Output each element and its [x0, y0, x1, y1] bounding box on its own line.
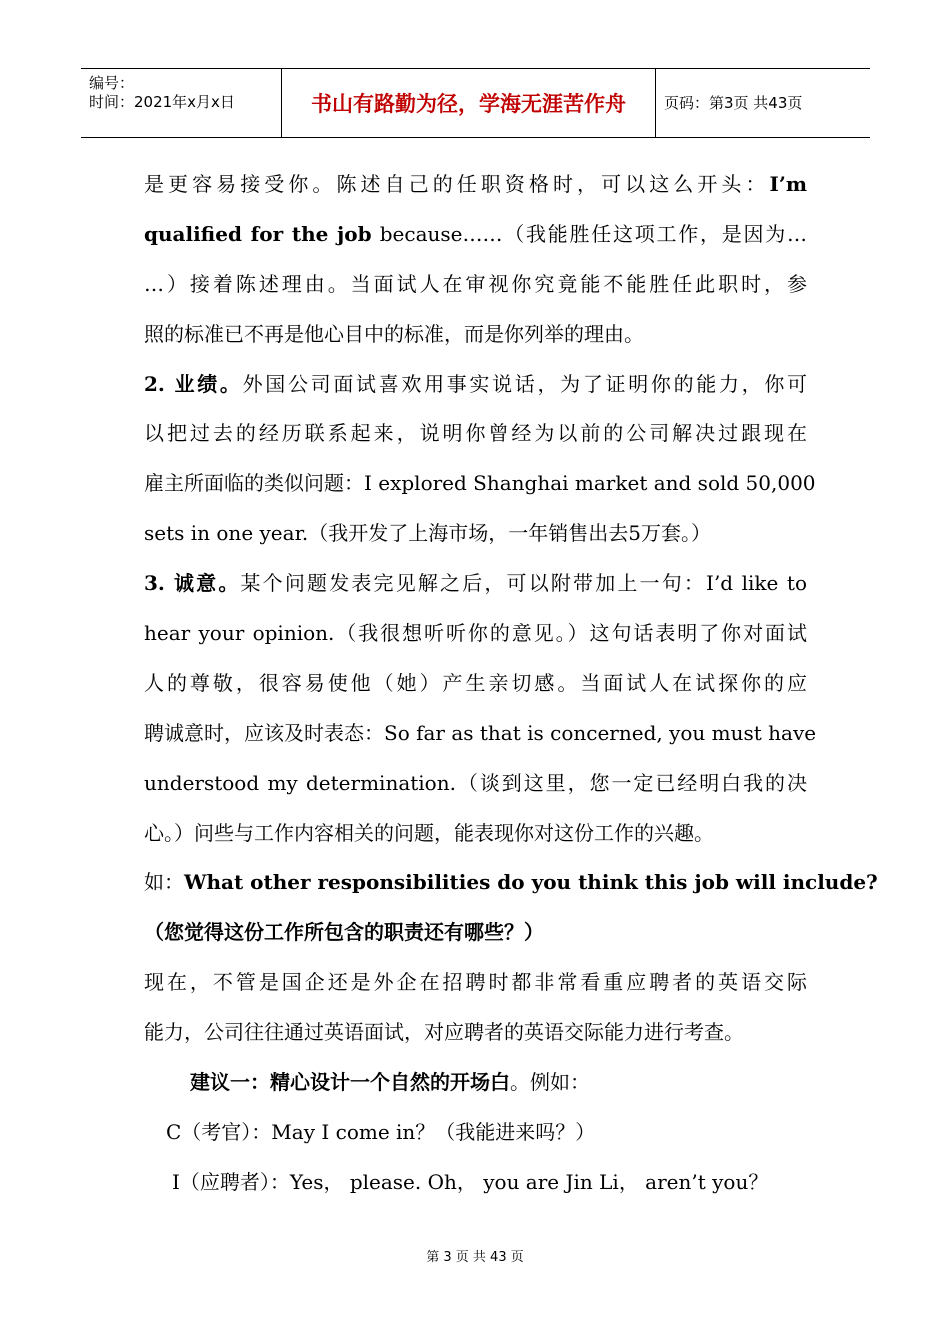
bold-text: I’m — [769, 172, 807, 196]
text-line — [144, 310, 807, 360]
text-run: 雇主所面临的类似问题：I explored Shanghai market and sold 50,000 — [144, 471, 816, 496]
text-line — [144, 1058, 807, 1108]
bold-text: （您觉得这份工作所包含的职责还有哪些？） — [144, 920, 544, 945]
text-line — [144, 509, 807, 559]
text-run: 心。）问些与工作内容相关的问题，能表现你对这份工作的兴趣。 — [144, 820, 714, 845]
text-run: 某个问题发表完见解之后，可以附带加上一句：I’d like to — [240, 571, 807, 596]
text-line — [144, 360, 807, 410]
page-footer: 第 3 页 共 43 页 — [426, 1250, 524, 1265]
page-info: 页码：第3页 共43页 — [664, 94, 803, 112]
text-run: …）接着陈述理由。当面试人在审视你究竟能不能胜任此职时，参 — [144, 271, 807, 296]
text-line — [144, 709, 817, 759]
date-label: 时间：2021年x月x日 — [89, 93, 235, 111]
text-line — [144, 908, 807, 958]
document-body — [144, 160, 878, 1208]
text-line — [144, 559, 807, 609]
text-line — [144, 1108, 807, 1158]
text-line — [144, 858, 878, 908]
text-line — [144, 759, 807, 809]
text-run: 能力，公司往往通过英语面试，对应聘者的英语交际能力进行考查。 — [144, 1020, 744, 1045]
text-line — [144, 210, 807, 260]
text-line — [144, 809, 807, 859]
text-run: 外国公司面试喜欢用事实说话，为了证明你的能力，你可 — [242, 371, 808, 396]
text-line — [144, 1008, 807, 1058]
text-run: 聘诚意时，应该及时表态：So far as that is concerned, you must have — [144, 720, 817, 745]
header-motto-cell — [282, 69, 656, 137]
text-line — [144, 659, 807, 709]
header-table — [81, 68, 870, 138]
bold-text: 2. 业绩。 — [144, 371, 243, 396]
text-run: 现在，不管是国企还是外企在招聘时都非常看重应聘者的英语交际 — [144, 970, 807, 995]
bold-text: qualified for the job — [144, 221, 372, 246]
header-page-cell — [656, 69, 870, 137]
text-line — [144, 958, 807, 1008]
text-run: C（考官）：May I come in？（我能进来吗？） — [166, 1119, 596, 1144]
text-run: I（应聘者）：Yes， please. Oh， you are Jin Li， aren’t you？ — [172, 1169, 769, 1194]
bold-text: 3. 诚意。 — [144, 571, 241, 596]
text-line — [144, 609, 807, 659]
text-run: 人的尊敬，很容易使他（她）产生亲切感。当面试人在试探你的应 — [144, 670, 807, 695]
text-line — [144, 409, 807, 459]
text-run: 照的标准已不再是他心目中的标准，而是你列举的理由。 — [144, 321, 644, 346]
text-line — [144, 160, 807, 210]
text-run: hear your opinion.（我很想听听你的意见。）这句话表明了你对面试 — [144, 621, 807, 646]
header-meta-cell — [81, 69, 282, 137]
bold-text: What other responsibilities do you think this job will include? — [184, 870, 878, 895]
serial-label: 编号： — [89, 74, 135, 92]
text-line — [144, 459, 816, 509]
bold-text: 建议一：精心设计一个自然的开场白 — [190, 1070, 510, 1095]
text-run: 。例如： — [510, 1070, 590, 1095]
text-run: sets in one year.（我开发了上海市场，一年销售出去5万套。） — [144, 521, 712, 546]
text-line — [144, 1158, 807, 1208]
text-line — [144, 260, 807, 310]
text-run: because……（我能胜任这项工作，是因为… — [371, 221, 807, 246]
text-run: 是更容易接受你。陈述自己的任职资格时，可以这么开头： — [144, 172, 770, 196]
text-run: understood my determination.（谈到这里，您一定已经明白我的决 — [144, 770, 807, 795]
motto: 书山有路勤为径，学海无涯苦作舟 — [311, 92, 626, 116]
text-run: 如： — [144, 870, 184, 895]
text-run: 以把过去的经历联系起来，说明你曾经为以前的公司解决过跟现在 — [144, 421, 807, 446]
